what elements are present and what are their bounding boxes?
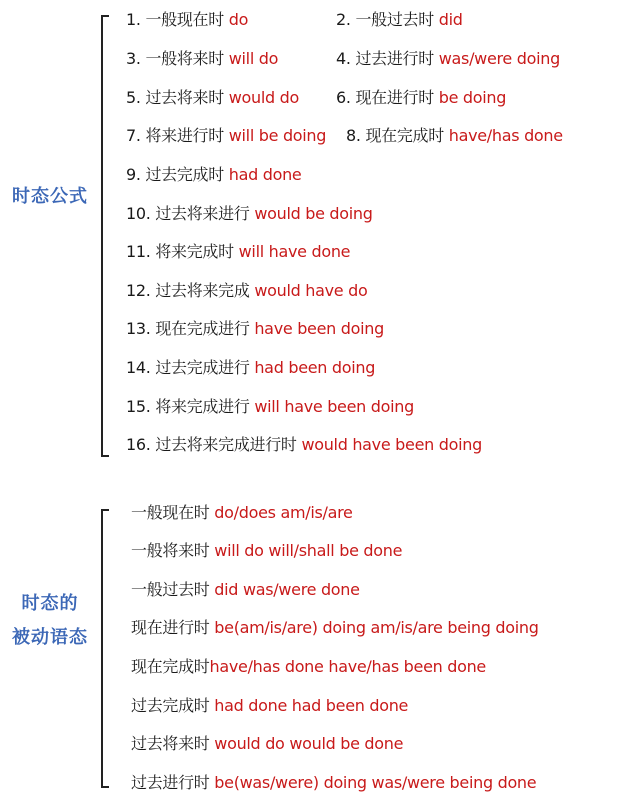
list-item [131,609,539,647]
tense-label: 14. 过去完成进行 [126,358,250,377]
tense-label: 一般过去时 [131,580,215,599]
tense-formula: did was/were done [214,580,360,599]
passive-voice-section [0,490,622,799]
list-item [126,79,299,117]
tense-label: 12. 过去将来完成 [126,281,250,300]
list-item [131,571,360,609]
list-item [131,764,536,802]
tense-label: 2. 一般过去时 [336,10,434,29]
tense-label: 9. 过去完成时 [126,165,224,184]
tense-formula: have/has done [448,126,563,145]
tense-formula: do/does am/is/are [214,503,353,522]
list-item [126,40,278,78]
tense-label: 16. 过去将来完成进行时 [126,435,297,454]
tense-label: 现在完成时 [131,657,210,676]
section-bracket [101,15,109,457]
tense-formula: would do would be done [214,734,404,753]
section-title-line: 被动语态 [12,627,88,648]
list-item [336,79,506,117]
tense-label: 过去完成时 [131,696,215,715]
tense-formula: have been doing [254,319,384,338]
tense-formula: had done had been done [214,696,409,715]
list-item [126,388,414,426]
list-item [131,687,408,725]
list-item [126,310,384,348]
tense-formula: will have done [238,242,351,261]
tense-formula: had been doing [254,358,376,377]
tense-label: 3. 一般将来时 [126,49,224,68]
tense-label: 过去进行时 [131,773,215,792]
tense-formula: would have do [254,281,368,300]
tense-formula: be doing [438,88,507,107]
tense-label: 6. 现在进行时 [336,88,434,107]
tense-formula: did [438,10,463,29]
list-item [346,117,563,155]
list-item [126,426,482,464]
section-title-line: 时态的 [21,593,79,614]
list-item [336,1,463,39]
tense-formula: had done [228,165,302,184]
tense-formula: was/were doing [438,49,560,68]
tense-label: 13. 现在完成进行 [126,319,250,338]
tense-label: 8. 现在完成时 [346,126,444,145]
list-item [126,195,373,233]
tense-label: 10. 过去将来进行 [126,204,250,223]
tense-formula: do [228,10,249,29]
list-item [126,156,301,194]
list-item [126,233,350,271]
tense-formula: will be doing [228,126,327,145]
tense-label: 一般现在时 [131,503,215,522]
section-title: 时态公式 [12,186,88,207]
tense-label: 5. 过去将来时 [126,88,224,107]
tense-label: 一般将来时 [131,541,215,560]
tense-formula: will do [228,49,279,68]
list-item [126,272,367,310]
list-item [131,648,486,686]
list-item [126,349,375,387]
tense-formula: would do [228,88,299,107]
tense-label: 现在进行时 [131,618,215,637]
tense-formula: would have been doing [301,435,482,454]
tense-label: 7. 将来进行时 [126,126,224,145]
tense-label: 1. 一般现在时 [126,10,224,29]
list-item [126,1,248,39]
tense-label: 11. 将来完成时 [126,242,234,261]
tense-label: 过去将来时 [131,734,215,753]
tense-formula: have/has done have/has been done [209,657,486,676]
list-item [131,532,402,570]
tense-formula: will have been doing [254,397,414,416]
list-item [131,725,403,763]
list-item [131,494,353,532]
tense-label: 15. 将来完成进行 [126,397,250,416]
section-bracket [101,509,109,788]
list-item [336,40,560,78]
tense-formula: would be doing [254,204,373,223]
tense-formula: be(am/is/are) doing am/is/are being doing [214,618,539,637]
list-item [126,117,326,155]
tense-formula: be(was/were) doing was/were being done [214,773,537,792]
tense-label: 4. 过去进行时 [336,49,434,68]
section-title [2,587,98,655]
tense-formula: will do will/shall be done [214,541,403,560]
